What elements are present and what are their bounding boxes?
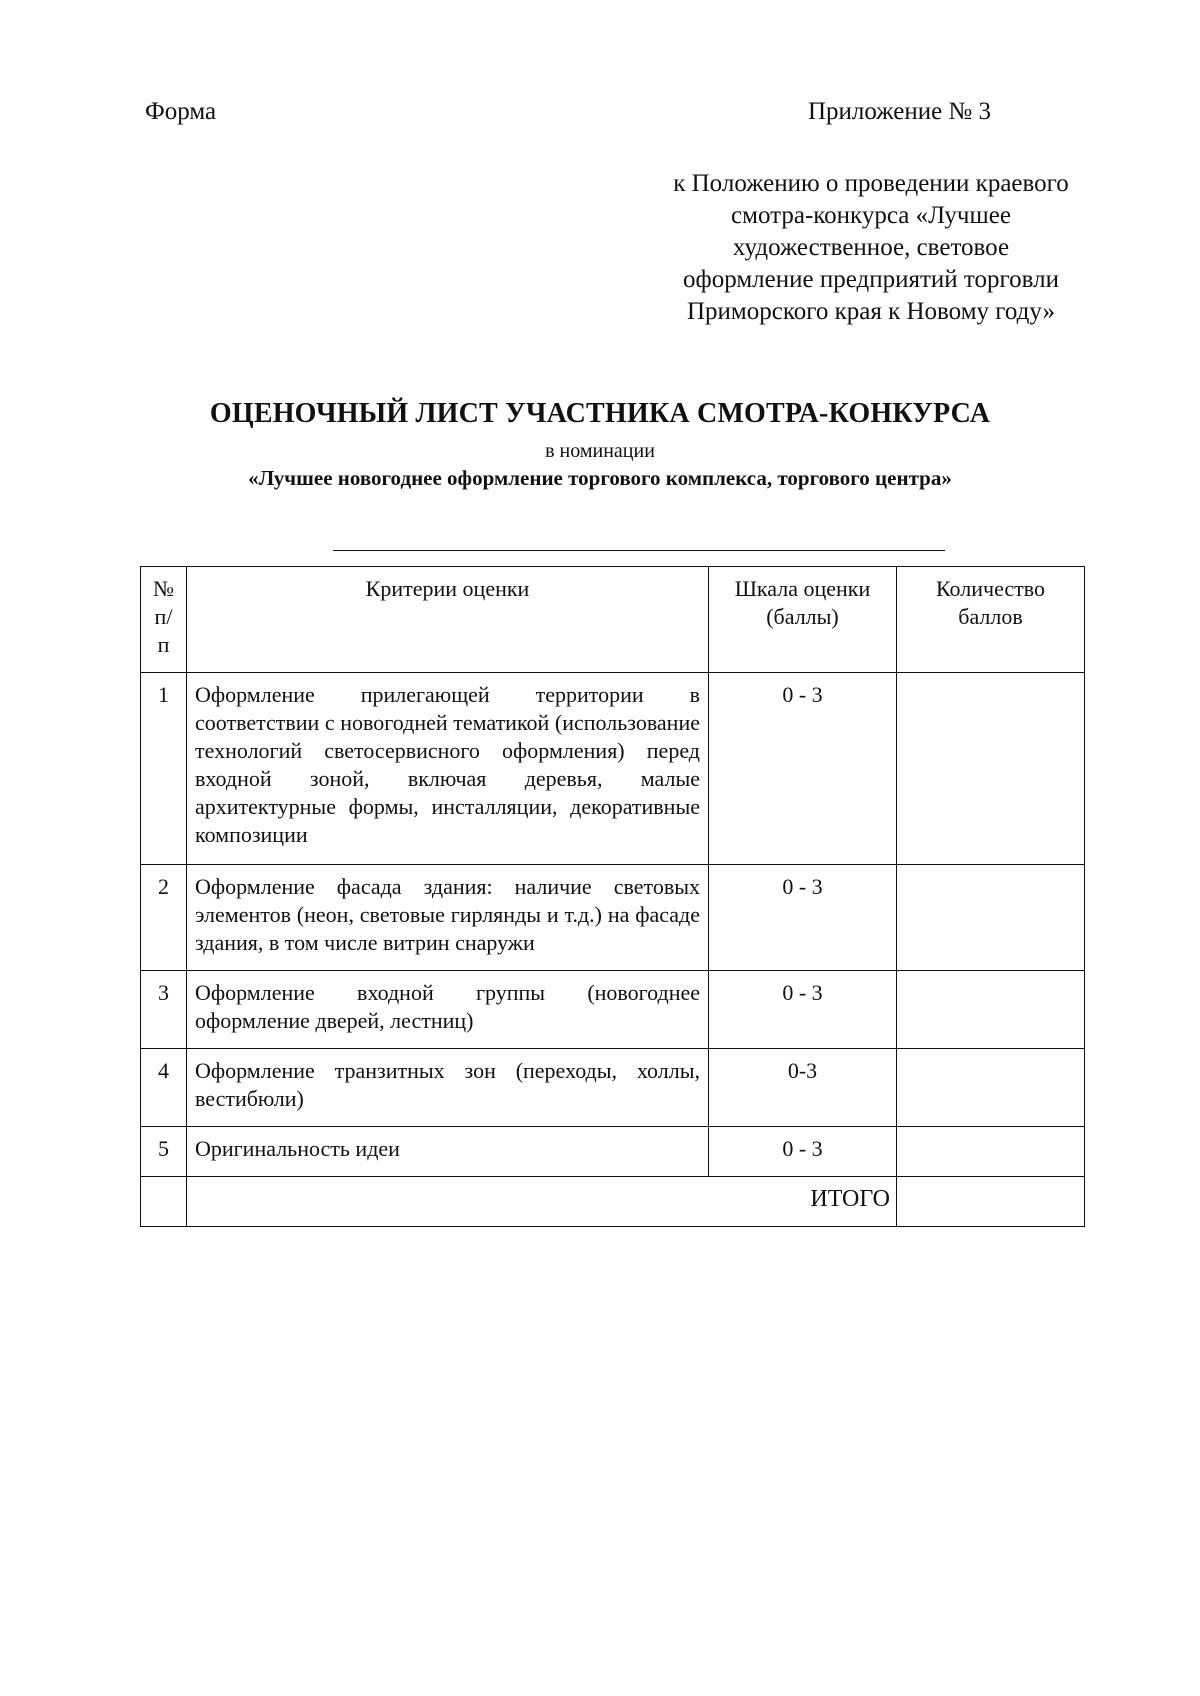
appendix-reference-line: оформление предприятий торговли [683, 266, 1059, 293]
row-points-cell[interactable] [897, 1049, 1085, 1127]
appendix-reference-line: смотра-конкурса «Лучшее [731, 202, 1011, 229]
row-points-cell[interactable] [897, 971, 1085, 1049]
table-row [141, 1127, 1085, 1177]
table-row [141, 1049, 1085, 1127]
row-number: 5 [141, 1127, 187, 1177]
appendix-reference-line: художественное, световое [732, 234, 1010, 261]
row-scale: 0-3 [709, 1049, 897, 1127]
appendix-number: Приложение № 3 [808, 98, 992, 125]
table-header-row [141, 567, 1085, 673]
row-number: 2 [141, 865, 187, 971]
form-label: Форма [145, 98, 217, 125]
score-table [140, 566, 1085, 1227]
table-row [141, 673, 1085, 865]
table-row [141, 865, 1085, 971]
row-points-cell[interactable] [897, 865, 1085, 971]
row-scale: 0 - 3 [709, 971, 897, 1049]
total-points-cell[interactable] [897, 1177, 1085, 1227]
row-criteria: Оформление прилегающей территории в соответствии с новогодней тематикой (использование технологий светосервисного оформления) перед входной зоной, включая деревья, малые архитектурные формы, инсталляции, декоративные композиции [187, 673, 709, 865]
row-scale: 0 - 3 [709, 865, 897, 971]
nomination-name: «Лучшее новогоднее оформление торгового комплекса, торгового центра» [248, 466, 952, 490]
total-number-cell [141, 1177, 187, 1227]
row-criteria: Оформление входной группы (новогоднее оформление дверей, лестниц) [187, 971, 709, 1049]
row-number: 1 [141, 673, 187, 865]
header-points: Количество баллов [897, 567, 1085, 673]
row-points-cell[interactable] [897, 1127, 1085, 1177]
header-criteria: Критерии оценки [187, 567, 709, 673]
appendix-reference [620, 168, 1122, 328]
participant-name-line[interactable] [333, 550, 945, 551]
row-number: 4 [141, 1049, 187, 1127]
row-number: 3 [141, 971, 187, 1049]
total-label: ИТОГО [187, 1177, 897, 1227]
row-criteria: Оформление транзитных зон (переходы, холлы, вестибюли) [187, 1049, 709, 1127]
row-points-cell[interactable] [897, 673, 1085, 865]
row-criteria: Оригинальность идеи [187, 1127, 709, 1177]
document-title: ОЦЕНОЧНЫЙ ЛИСТ УЧАСТНИКА СМОТРА-КОНКУРСА [209, 398, 991, 429]
row-scale: 0 - 3 [709, 1127, 897, 1177]
total-row [141, 1177, 1085, 1227]
appendix-reference-line: Приморского края к Новому году» [686, 298, 1056, 325]
row-criteria: Оформление фасада здания: наличие световых элементов (неон, световые гирлянды и т.д.) на фасаде здания, в том числе витрин снаружи [187, 865, 709, 971]
row-scale: 0 - 3 [709, 673, 897, 865]
nomination-label: в номинации [545, 440, 655, 462]
table-row [141, 971, 1085, 1049]
header-scale: Шкала оценки (баллы) [709, 567, 897, 673]
appendix-reference-line: к Положению о проведении краевого [673, 170, 1069, 197]
header-number: № п/ п [141, 567, 187, 673]
